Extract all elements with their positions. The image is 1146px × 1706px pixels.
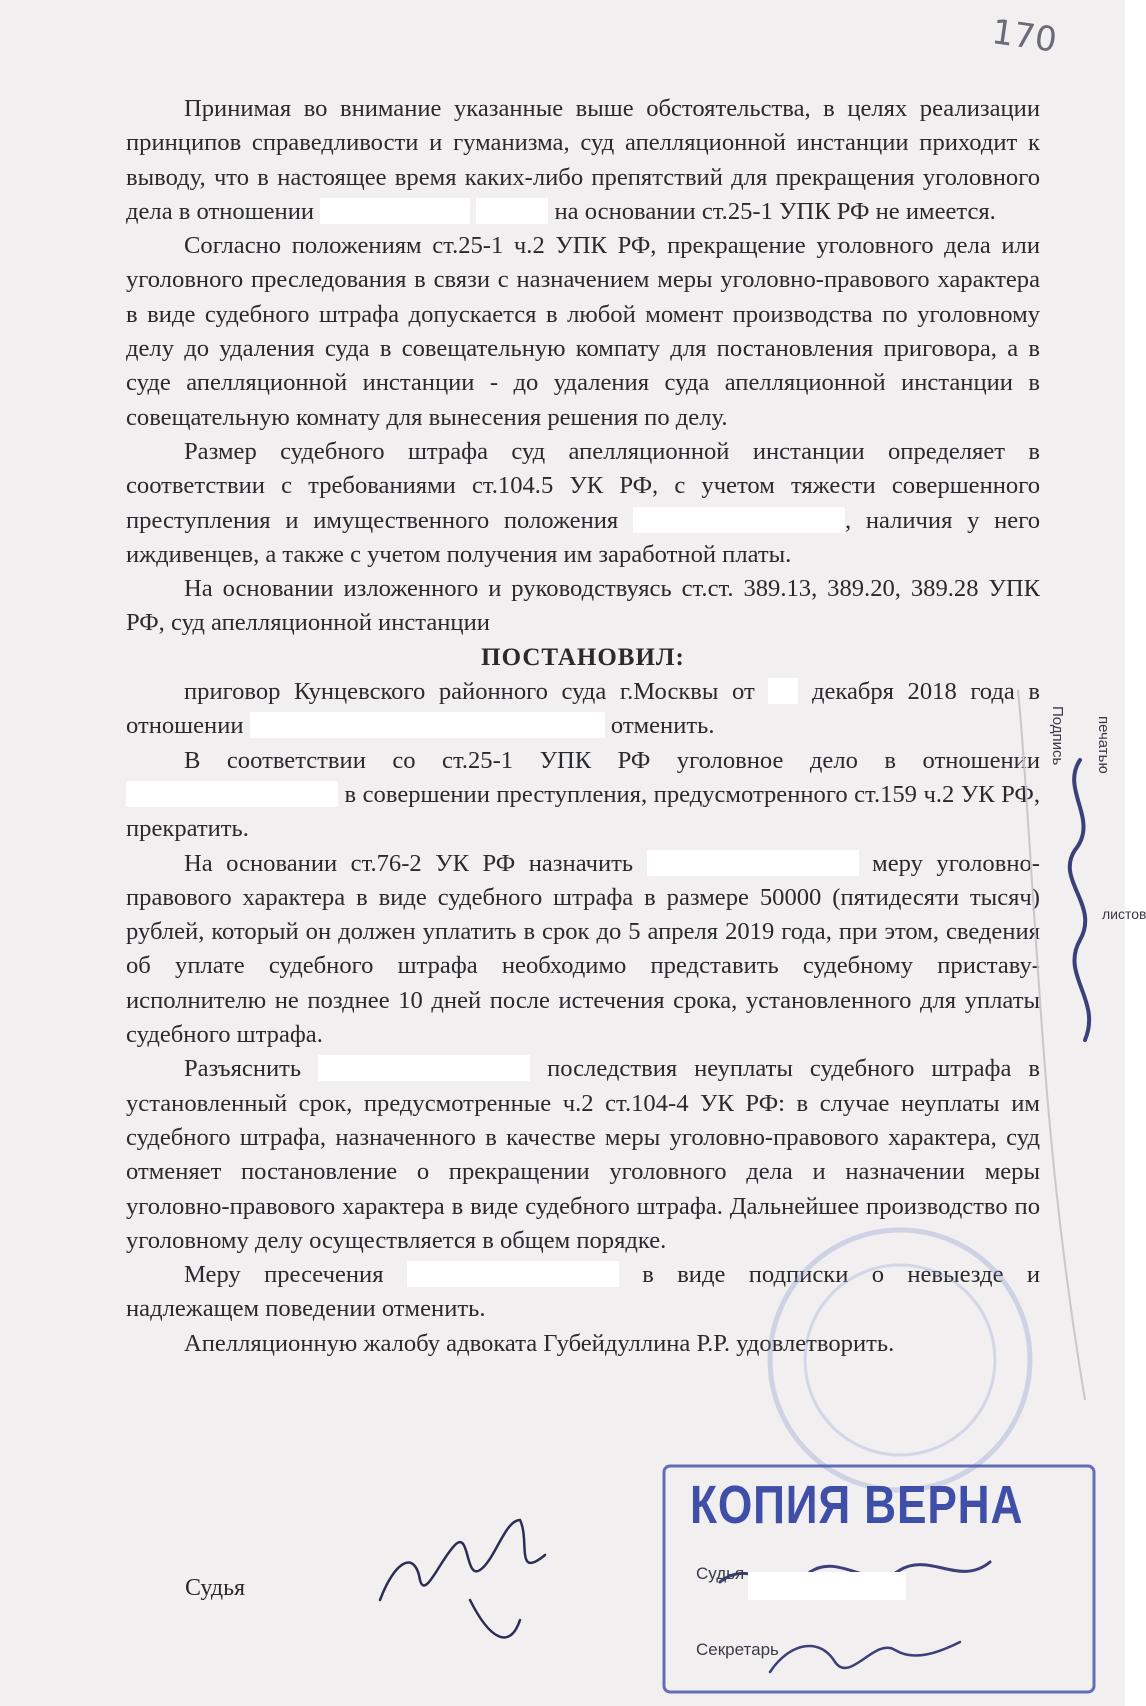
paragraph-5: приговор Кунцевского районного суда г.Москвы от декабря 2018 года в отношении отменить. xyxy=(126,678,1041,740)
page-number: 170 xyxy=(989,12,1060,61)
paragraph-10: Апелляционную жалобу адвоката Губейдуллина Р.Р. удовлетворить. xyxy=(184,1329,895,1357)
redaction-box xyxy=(748,1572,906,1600)
margin-label-seal: печатью xyxy=(1095,716,1112,774)
paragraph-4: На основании изложенного и руководствуясь ст.ст. 389.13, 389.20, 389.28 УПК РФ, суд апелляционной инстанции xyxy=(126,575,1040,637)
certification-stamp xyxy=(660,1462,1102,1698)
paragraph-1: Принимая во внимание указанные выше обстоятельства, в целях реализации принципов справедливости и гуманизма, суд апелляционной инстанции приходит к выводу, что в настоящее время каких-либо препятствий для прекращения уголовного дела в отношении на основании ст.25-1 УПК РФ не имеется. xyxy=(126,95,1040,225)
paragraph-7: На основании ст.76-2 УК РФ назначить меру уголовно-правового характера в виде судебного штрафа в размере 50000 (пятидесяти тысяч) рублей, который он должен уплатить в срок до 5 апреля 2019 года, при этом, сведения об уплате судебного штрафа необходимо представить судебному приставу-исполнителю не позднее 10 дней после истечения срока, установленного для уплаты судебного штрафа. xyxy=(126,849,1040,1049)
paragraph-3: Размер судебного штрафа суд апелляционной инстанции определяет в соответствии с требованиями ст.104.5 УК РФ, с учетом тяжести совершенного преступления и имущественного положения , наличия у него иждивенцев, а также с учетом получения им заработной платы. xyxy=(126,437,1040,568)
paragraph-9: Меру пресечения в виде подписки о невыезде и надлежащем поведении отменить. xyxy=(126,1261,1040,1323)
judge-signature-label: Судья xyxy=(185,1575,246,1601)
faded-round-seal xyxy=(770,1230,1030,1490)
faded-round-seal-inner xyxy=(805,1265,995,1455)
paragraph-2: Согласно положениям ст.25-1 ч.2 УПК РФ, прекращение уголовного дела или уголовного преследования в связи с назначением меры уголовно-правового характера в виде судебного штрафа допускается в любой момент производства по уголовному делу до удаления суда в совещательную компату для постановления приговора, а в суде апелляционной инстанции - до удаления суда апелляционной инстанции в совещательную комнату для вынесения решения по делу. xyxy=(126,232,1040,431)
margin-label-signature: Подпись xyxy=(1049,706,1066,766)
judge-signature xyxy=(380,1520,545,1637)
stamp-secretary-label: Секретарь xyxy=(696,1640,779,1659)
resolution-heading: ПОСТАНОВИЛ: xyxy=(481,643,685,671)
stamp-title: КОПИЯ ВЕРНА xyxy=(690,1475,1024,1535)
margin-handwriting xyxy=(1070,760,1089,1040)
paragraph-6: В соответствии со ст.25-1 УПК РФ уголовное дело в отношении в совершении преступления, предусмотренного ст.159 ч.2 УК РФ, прекратить. xyxy=(126,746,1040,843)
stamp-judge-label: Судья xyxy=(696,1564,745,1583)
paragraph-8: Разъяснить последствия неуплаты судебного штрафа в установленный срок, предусмотренные ч.2 ст.104-4 УК РФ: в случае неуплаты им судебного штрафа, назначенного в качестве меры уголовно-правового характера, суд отменяет постановление о прекращении уголовного дела и назначении меры уголовно-правового характера в виде судебного штрафа. Дальнейшее производство по уголовному делу осуществляется в общем порядке. xyxy=(126,1055,1040,1254)
margin-label-sheets: листов xyxy=(1102,906,1146,922)
